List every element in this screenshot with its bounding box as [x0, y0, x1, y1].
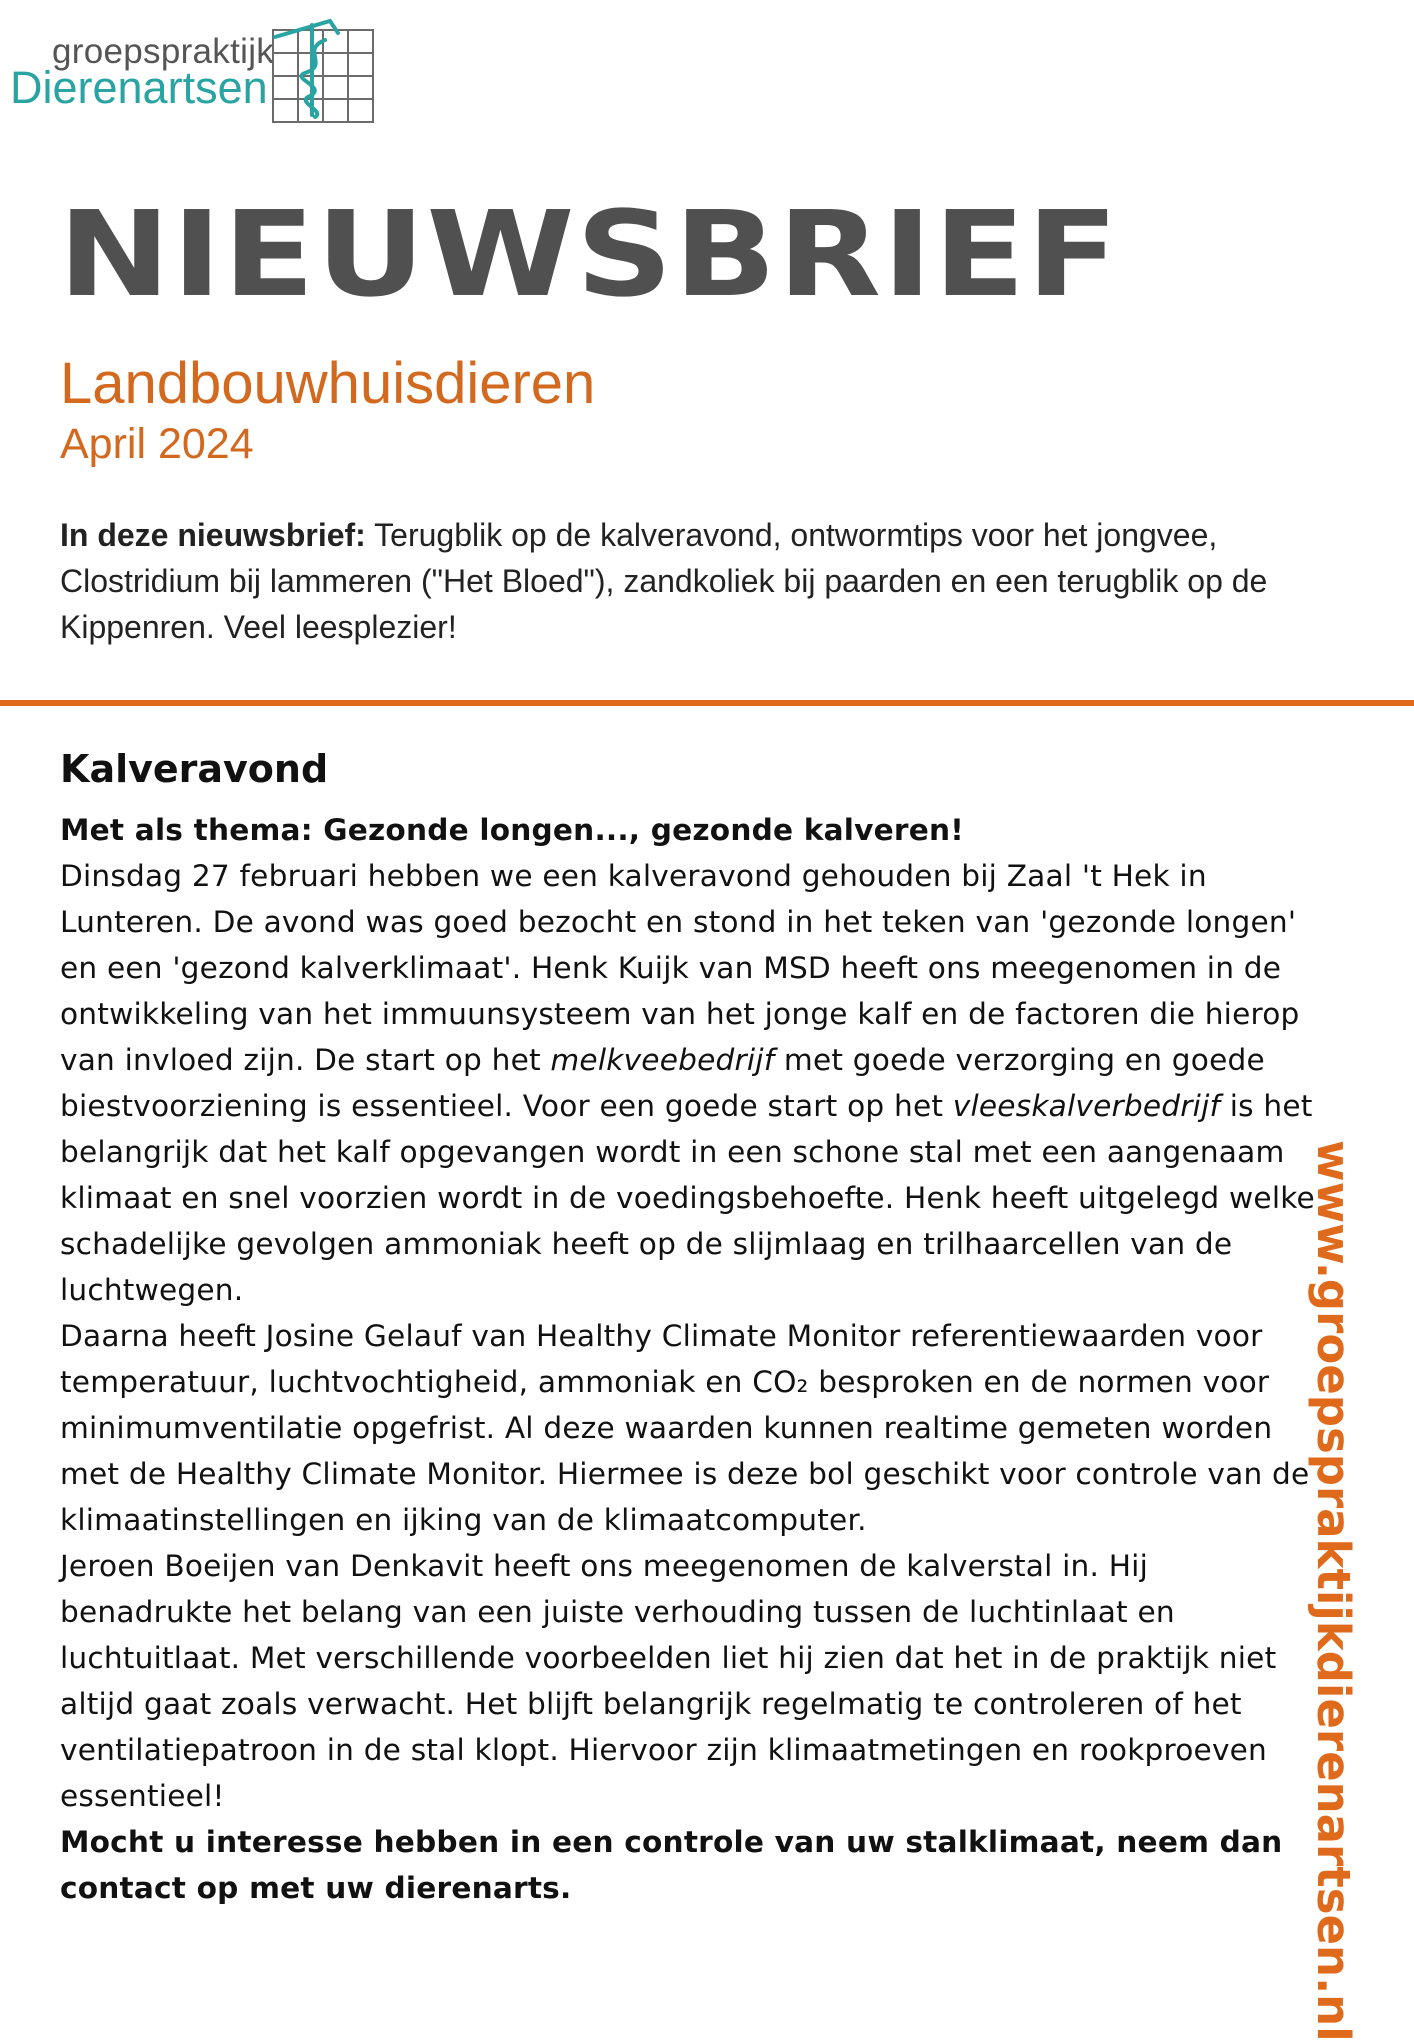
newsletter-subtitle: Landbouwhuisdieren: [60, 351, 596, 416]
p1-emphasis-melkveebedrijf: melkveebedrijf: [550, 1043, 775, 1077]
logo-text-dierenartsen: Dierenartsen: [10, 62, 268, 113]
p1-text-b: met goede verzorging en goede biestvoorziening is essentieel. Voor een goede start op het: [60, 1043, 1265, 1123]
article-paragraph-2: Daarna heeft Josine Gelauf van Healthy Climate Monitor referentiewaarden voor temperatuur, luchtvochtigheid, ammoniak en CO₂ besproken en de normen voor minimumventilatie opgefrist. Al deze waarden kunnen realtime gemeten worden met de Healthy Climate Monitor. Hiermee is deze bol geschikt voor controle van de klimaatinstellingen en ijking van de klimaatcomputer.: [60, 1319, 1310, 1537]
website-url[interactable]: www.groepspraktijkdierenartsen.nl: [1307, 1140, 1360, 2042]
intro-lead: In deze nieuwsbrief:: [60, 517, 366, 553]
p1-text-a: Dinsdag 27 februari hebben we een kalveravond gehouden bij Zaal 't Hek in Lunteren. De avond was goed bezocht en stond in het teken van 'gezonde longen' en een 'gezond kalverklimaat'. Henk Kuijk van MSD heeft ons meegenomen in de ontwikkeling van het immuunsysteem van het jonge kalf en de factoren die hierop van invloed zijn. De start op het: [60, 859, 1300, 1077]
p1-text-c: is het belangrijk dat het kalf opgevangen wordt in een schone stal met een aangenaam klimaat en snel voorzien wordt in de voedingsbehoefte. Henk heeft uitgelegd welke schadelijke gevolgen ammoniak heeft op de slijmlaag en trilhaarcellen van de luchtwegen.: [60, 1089, 1315, 1307]
article-kalveravond: [60, 745, 1330, 1911]
article-theme: Met als thema: Gezonde longen..., gezonde kalveren!: [60, 813, 964, 847]
p1-emphasis-vleeskalverbedrijf: vleeskalverbedrijf: [952, 1089, 1221, 1123]
article-paragraph-1: [60, 853, 1330, 1313]
newsletter-date: April 2024: [60, 420, 254, 468]
article-paragraph-3: Jeroen Boeijen van Denkavit heeft ons meegenomen de kalverstal in. Hij benadrukte het belang van een juiste verhouding tussen de luchtinlaat en luchtuitlaat. Met verschillende voorbeelden liet hij zien dat het in de praktijk niet altijd gaat zoals verwacht. Het blijft belangrijk regelmatig te controleren of het ventilatiepatroon in de stal klopt. Hiervoor zijn klimaatmetingen en rookproeven essentieel!: [60, 1549, 1277, 1813]
article-closing: Mocht u interesse hebben in een controle van uw stalklimaat, neem dan contact op met uw dierenarts.: [60, 1825, 1283, 1905]
logo: [8, 10, 378, 125]
logo-grid-icon: [270, 15, 380, 125]
masthead-title: NIEUWSBRIEF: [58, 185, 1120, 323]
section-divider: [0, 700, 1414, 706]
logo-text-groepspraktijk: groepspraktijk: [52, 32, 275, 71]
intro-paragraph: [60, 512, 1310, 650]
article-title: Kalveravond: [60, 747, 329, 791]
intro-text: Terugblik op de kalveravond, ontwormtips voor het jongvee, Clostridium bij lammeren ("Het Bloed"), zandkoliek bij paarden en een terugblik op de Kippenren. Veel leesplezier!: [60, 517, 1268, 645]
